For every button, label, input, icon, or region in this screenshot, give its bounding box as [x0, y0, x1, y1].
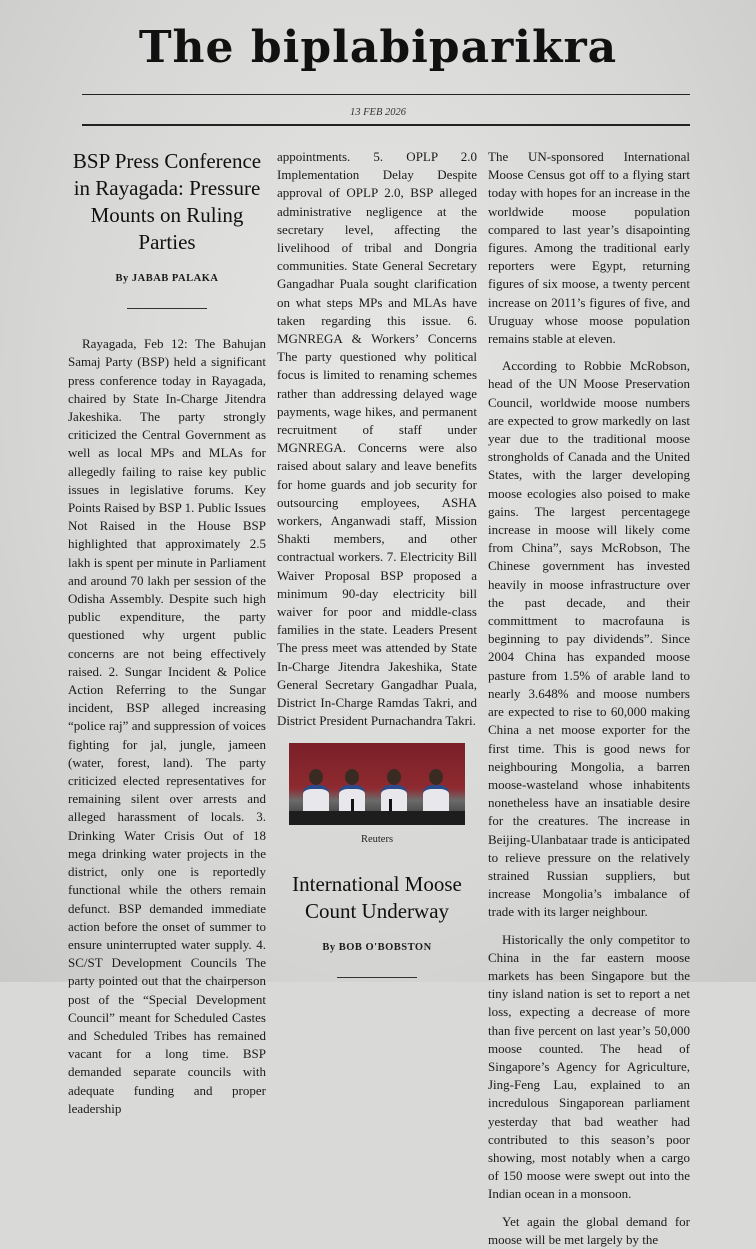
masthead-title: The biplabiparikra — [138, 22, 618, 73]
article2-headline: International Moose Count Underway — [292, 871, 462, 923]
press-conference-photo — [289, 743, 465, 825]
person-figure — [381, 769, 407, 815]
article2-byline: By BOB O'BOBSTON — [322, 941, 432, 953]
article2-paragraph-1-continued: The UN-sponsored International Moose Census got off to a flying start today with hopes for an increase in the worldwide moose population compared to last year’s disapointing figures. Among the traditional early reporters were Egypt, returning figures of six moose, a twenty percent increase on 2011’s figures of five, and Uruguay whose moose population remains stable at eleven. — [488, 149, 690, 347]
person-figure — [423, 769, 449, 815]
byline-divider — [337, 977, 417, 978]
column-3 — [488, 148, 690, 1249]
dateline: 13 FEB 2026 — [350, 107, 406, 118]
table — [289, 811, 465, 825]
masthead-rule-bottom — [82, 124, 690, 126]
column-1 — [68, 148, 266, 1118]
column-2 — [277, 148, 477, 1004]
article2-paragraph-4: Yet again the global demand for moose will be met largely by the — [488, 1213, 690, 1247]
article1-headline: BSP Press Conference in Rayagada: Pressure Mounts on Ruling Parties — [72, 149, 262, 254]
byline-divider — [127, 308, 207, 309]
article1-byline: By JABAB PALAKA — [115, 273, 219, 284]
photo-caption: Reuters — [360, 833, 394, 845]
masthead-rule-top — [82, 94, 690, 95]
article1-body-part2: appointments. 5. OPLP 2.0 Implementation Delay Despite approval of OPLP 2.0, BSP alleged administrative negligence at the secretary level, affecting the livelihood of tribal and Dongria communities. State General Secretary Gangadhar Puala sought clarification on what steps MPs and MLAs have taken regarding this issue. 6. MGNREGA & Workers’ Concerns The party questioned why political focus is limited to renaming schemes rather than addressing delayed wage payments, wage hikes, and permanent recruitment of staff under MGNREGA. Concerns were also raised about salary and leave benefits for home guards and job security for outsourcing employees, ASHA workers, Anganwadi staff, Mission Shakti members, and other contractual workers. 7. Electricity Bill Waiver Proposal BSP proposed a minimum 90-day electricity bill waiver for poor and middle-class families in the state. Leaders Present The press meet was attended by State In-Charge Jitendra Jakeshika, State General Secretary Gangadhar Puala, District In-Charge Ramdas Takri, and District President Purnachandra Takri. — [277, 149, 477, 729]
article2-paragraph-2: According to Robbie McRobson, head of the UN Moose Preservation Council, worldwide moose numbers are expected to grow markedly on last year due to the traditional moose strongholds of Canada and the United States, with the larger developing moose ecologies also poised to make gains. The largest percentagege increase in moose will likely come from China”, says McRobson, The Chinese government has invested heavily in moose infrastructure over the past decade, and their committment to macrofauna is beginning to pay dividends”. Since 2004 China has expanded moose pasture from 1.5% of arable land to nearly 3.648% and moose numbers are expected to rise to 60,000 making China a net moose exporter for the first time. This is good news for neighbouring Mongolia, a barren moose-wasteland whose inhabitents nonetheless have an insatiable desire for the creatures. The increase in Beijing-Ulanbataar trade is anticipated to relieve pressure on the relatively strained Russian suppliers, but increase Mongolia’s imbalance of trade with its larger neighbour. — [488, 358, 690, 920]
article2-paragraph-3: Historically the only competitor to China in the far eastern moose markets has been Singapore but the tiny island nation is set to report a net loss, expecting a decrease of more than five percent on last year’s 50,000 moose counted. The head of Singapore’s Agency for Agriculture, Jing-Feng Lau, explained to an incredulous Singaporean parliament yesterday that bad weather had contributed to this season’s poor showing, most notably when a cargo of 150 moose were swept out into the Indian ocean in a monsoon. — [488, 931, 690, 1202]
person-figure — [303, 769, 329, 815]
article1-body-part1: Rayagada, Feb 12: The Bahujan Samaj Party (BSP) held a significant press conference today in Rayagada, chaired by State In-Charge Jitendra Jakeshika. The party strongly criticized the Central Government as well as local MPs and MLAs for allegedly failing to raise key public issues in legislative forums. Key Points Raised by BSP 1. Public Issues Not Raised in the House BSP highlighted that approximately 2.5 lakh is spent per minute in Parliament and around 70 lakh per session of the Odisha Assembly. Despite such high public expenditure, the party questioned why urgent public concerns are not being effectively raised. 2. Sungar Incident & Police Action Referring to the Sungar incident, BSP alleged increasing “police raj” and suppression of voices fighting for jal, jungle, jameen (water, forest, land). The party criticized elected representatives for remaining silent over arrests and alleged harassment of locals. 3. Drinking Water Crisis Out of 18 mega drinking water projects in the district, only one is reportedly functional while the others remain defunct. BSP demanded immediate action before the onset of summer to ensure uninterrupted water supply. 4. SC/ST Development Councils The party pointed out that the chairperson post of the “Special Development Council” meant for Scheduled Castes and Scheduled Tribes has remained vacant for a long time. BSP demanded separate councils with adequate funding and proper leadership — [68, 336, 266, 1116]
